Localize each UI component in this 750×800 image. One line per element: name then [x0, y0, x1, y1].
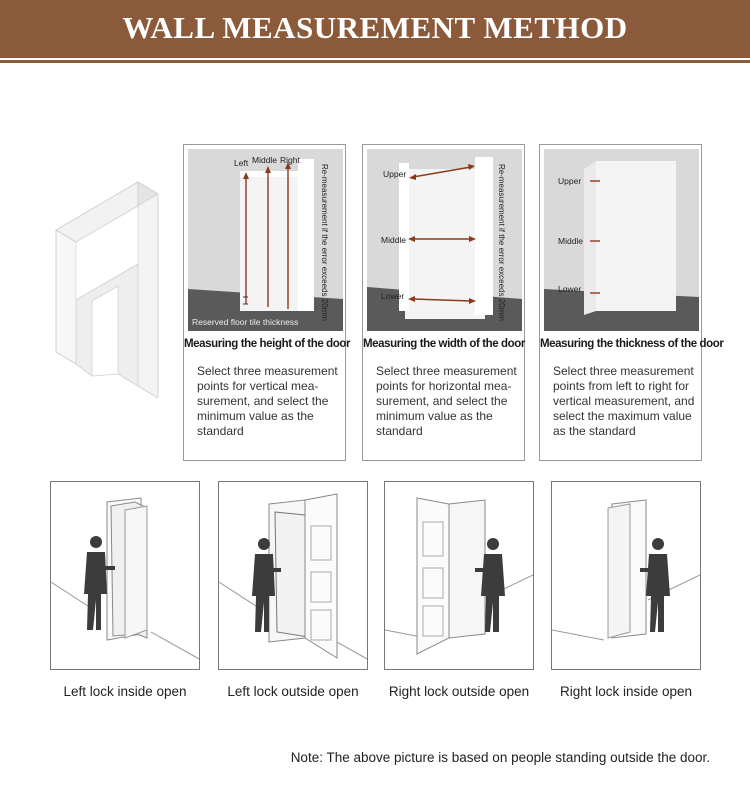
label-remeasure-note: Re-measurement if the error exceeds 20mm [320, 164, 329, 321]
measure-height-card [183, 144, 351, 461]
header-divider [0, 60, 750, 63]
label-lower: Lower [381, 291, 405, 301]
label-floor-thickness: Reserved floor tile thickness [192, 317, 299, 327]
door-type-label: Right lock inside open [559, 684, 693, 699]
wall-opening-illustration [48, 178, 166, 398]
door-type-left-lock-inside-open [50, 481, 200, 670]
card-description: Select three measurement points for vertical mea-surement, and select the minimum value as the standard [197, 364, 338, 438]
label-left: Left [234, 158, 249, 168]
thickness-measurement-photo [544, 149, 699, 331]
door-type-left-lock-outside-open [218, 481, 368, 670]
header-banner [0, 0, 750, 58]
card-title: Measuring the thickness of the door [540, 338, 724, 350]
card-title: Measuring the width of the door [363, 338, 526, 350]
measure-width-card [362, 144, 525, 461]
card-description: Select three measurement points for horizontal mea-surement, and select the minimum value as the standard [376, 364, 517, 438]
label-remeasure-note: Re-measurement if the error exceeds 20mm [497, 164, 506, 321]
measure-thickness-card [539, 144, 724, 461]
door-type-label: Right lock outside open [388, 684, 530, 699]
label-middle: Middle [381, 235, 407, 245]
label-upper: Upper [558, 176, 582, 186]
width-measurement-photo [367, 149, 522, 331]
label-middle: Middle [252, 155, 278, 165]
card-description: Select three measurement points from left to right for vertical measurement, and select the maximum value as the standard [553, 364, 695, 438]
label-upper: Upper [383, 169, 407, 179]
door-type-right-lock-inside-open [551, 481, 701, 670]
door-type-right-lock-outside-open [384, 481, 534, 670]
label-middle: Middle [558, 236, 584, 246]
footer-note: Note: The above picture is based on people standing outside the door. [290, 750, 710, 765]
card-title: Measuring the height of the door [184, 338, 351, 350]
door-type-label: Left lock outside open [227, 684, 359, 699]
door-type-label: Left lock inside open [63, 684, 187, 699]
page-title: WALL MEASUREMENT METHOD [122, 10, 628, 45]
height-measurement-photo [188, 149, 343, 331]
label-right: Right [280, 155, 300, 165]
label-lower: Lower [558, 284, 582, 294]
